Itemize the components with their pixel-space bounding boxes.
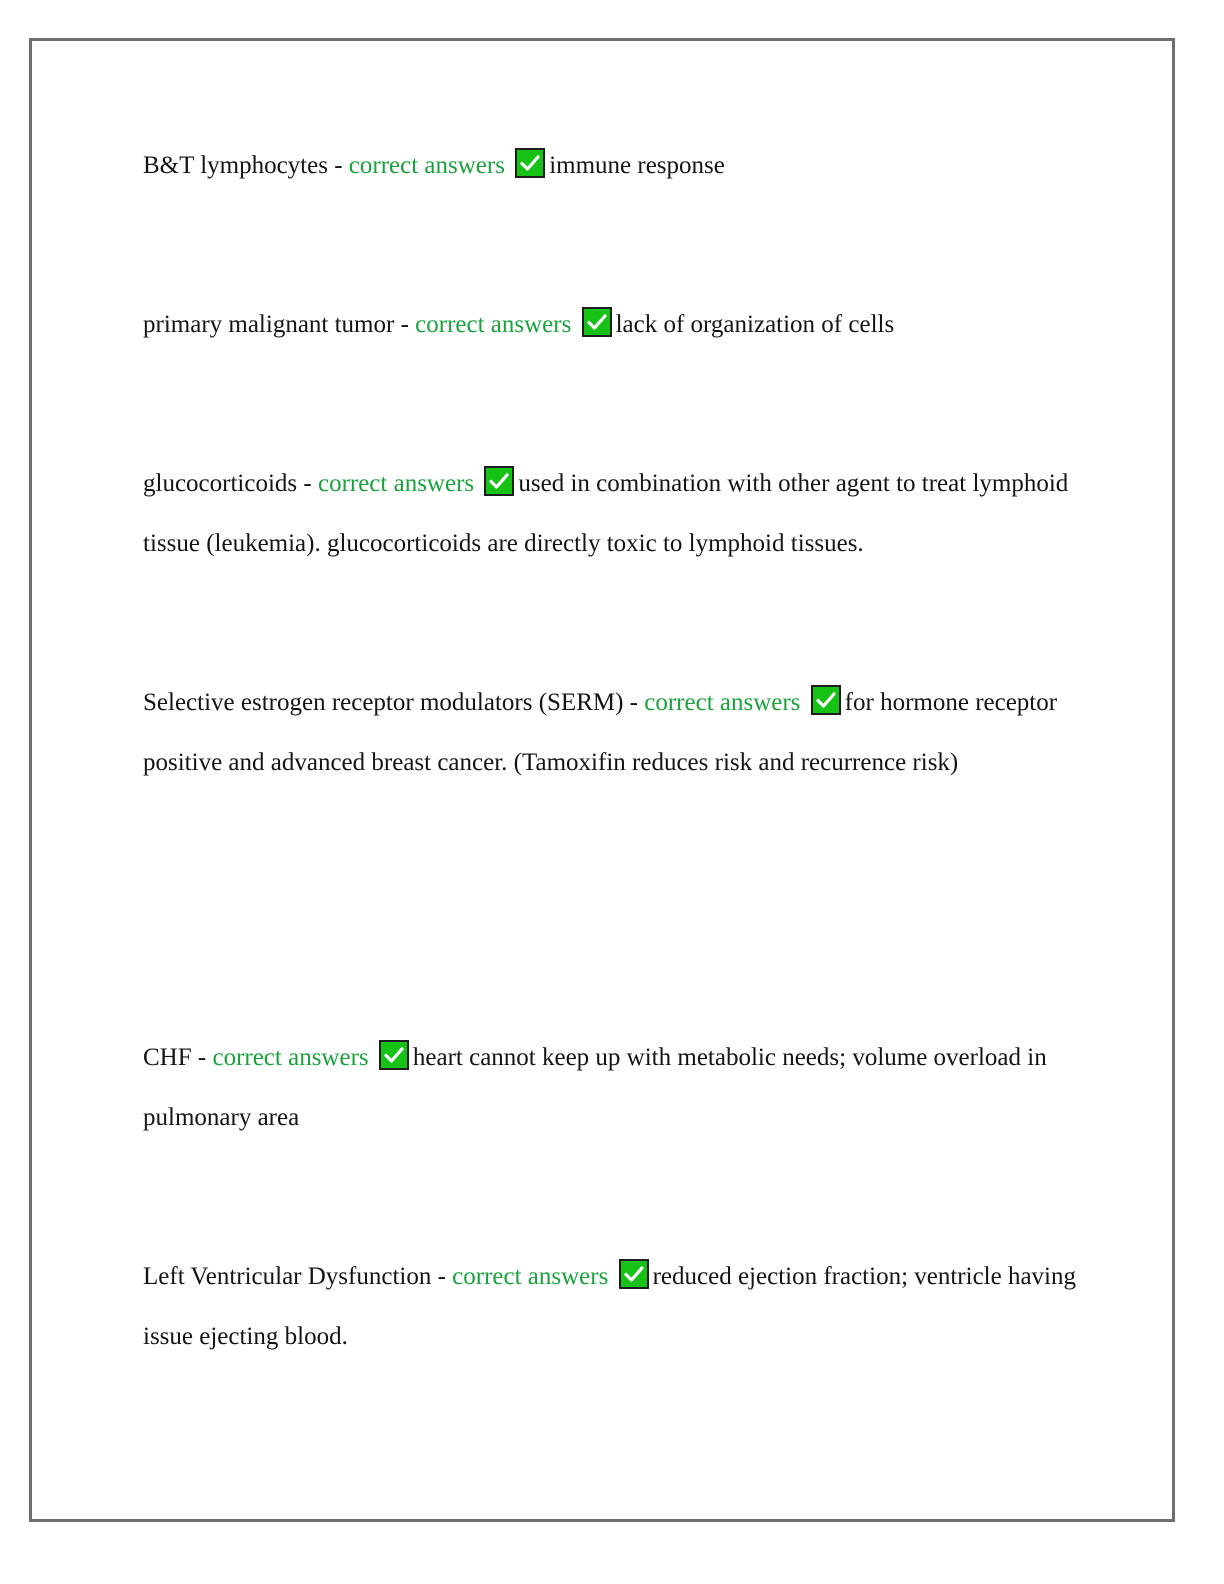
entry-definition: used in combination with other agent to treat lymphoid tissue (leukemia). glucocorticoids are directly toxic to lymphoid tissues. (143, 470, 1069, 557)
check-mark-icon (379, 1040, 409, 1070)
entry-term: B&T lymphocytes (143, 152, 328, 179)
correct-answers-label: correct answers (212, 1044, 369, 1071)
entry-definition: lack of organization of cells (615, 311, 895, 338)
entry-separator: - (431, 1263, 453, 1290)
correct-answers-label: correct answers (452, 1263, 609, 1290)
check-mark-icon (619, 1259, 649, 1289)
entry-separator: - (191, 1044, 213, 1071)
correct-answers-label: correct answers (317, 470, 475, 497)
check-mark-icon (484, 466, 514, 496)
entry-term: glucocorticoids (143, 470, 298, 497)
correct-answers-label: correct answers (348, 152, 505, 179)
flashcard-entry (143, 1028, 1083, 1148)
check-mark-icon (515, 148, 545, 178)
correct-answers-label: correct answers (644, 689, 801, 716)
entry-separator: - (394, 311, 416, 338)
entry-term: Left Ventricular Dysfunction (143, 1263, 432, 1290)
check-mark-icon (582, 307, 612, 337)
flashcard-entry (143, 295, 1083, 355)
flashcard-entry (143, 673, 1083, 793)
flashcard-entry (143, 1247, 1083, 1367)
entry-definition: reduced ejection fraction; ventricle having issue ejecting blood. (143, 1263, 1077, 1350)
entry-definition: for hormone receptor positive and advanced breast cancer. (Tamoxifin reduces risk and recurrence risk) (143, 689, 1058, 776)
correct-answers-label: correct answers (415, 311, 572, 338)
entry-term: Selective estrogen receptor modulators (SERM) (143, 689, 624, 716)
entry-definition: immune response (549, 152, 725, 179)
check-mark-icon (811, 685, 841, 715)
entry-separator: - (327, 152, 349, 179)
entry-separator: - (623, 689, 645, 716)
entry-separator: - (297, 470, 318, 497)
entry-definition: heart cannot keep up with metabolic needs; volume overload in pulmonary area (143, 1044, 1047, 1131)
flashcard-entry (143, 454, 1083, 574)
entry-term: primary malignant tumor (143, 311, 395, 338)
entry-term: CHF (143, 1044, 192, 1071)
flashcard-entry (143, 136, 1083, 196)
